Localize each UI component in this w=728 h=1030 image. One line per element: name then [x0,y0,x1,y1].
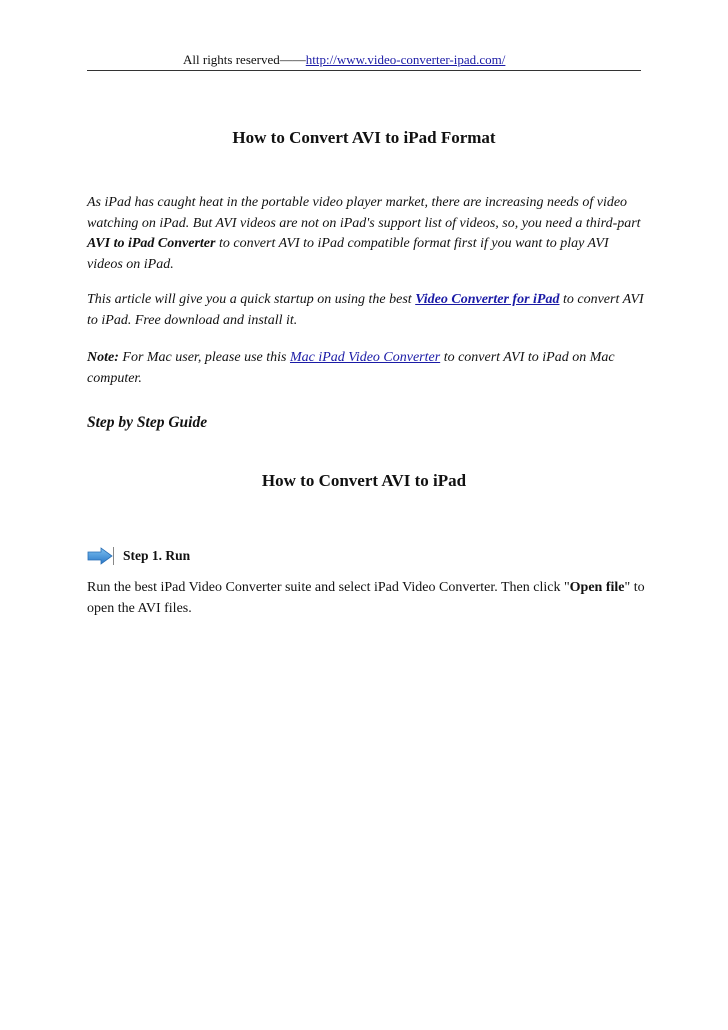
note-text-1: For Mac user, please use this [118,350,290,365]
startup-text-2: to convert AVI to iPad. Free download and install it. [87,292,644,328]
arrow-right-icon [87,547,113,565]
step-1-label: Step 1. Run [113,547,190,565]
document-title: How to Convert AVI to iPad Format [232,128,496,147]
startup-paragraph [87,290,647,331]
startup-text-1: This article will give you a quick startup on using the best [87,292,416,307]
step-1-text-2: " to open the AVI files. [87,580,645,616]
step-1-description [87,577,647,619]
open-file-label: Open file [569,580,625,595]
step-1-heading [87,545,190,567]
mac-converter-link[interactable]: Mac iPad Video Converter [289,350,441,365]
video-converter-link[interactable]: Video Converter for iPad [415,292,560,307]
section-subtitle [0,470,728,492]
section-subtitle-text: How to Convert AVI to iPad [261,471,467,490]
copyright-text: All rights reserved—— [183,52,306,67]
intro-paragraph [87,193,647,275]
note-label: Note: [87,350,119,365]
header-divider [87,70,641,71]
note-paragraph [87,348,647,389]
step-1-text-1: Run the best iPad Video Converter suite and select iPad Video Converter. Then click " [87,580,570,595]
intro-text-2: to convert AVI to iPad compatible format first if you want to play AVI videos on iPad. [87,236,609,272]
intro-text-1: As iPad has caught heat in the portable video player market, there are increasing needs of video watching on iPad. But AVI videos are not on iPad's support list of videos, so, you need a third-part [87,195,641,231]
note-text-2: to convert AVI to iPad on Mac computer. [87,350,615,386]
step-guide-heading: Step by Step Guide [87,414,208,431]
intro-bold-converter: AVI to iPad Converter [87,236,216,251]
header-site-link[interactable]: http://www.video-converter-ipad.com/ [305,52,506,67]
